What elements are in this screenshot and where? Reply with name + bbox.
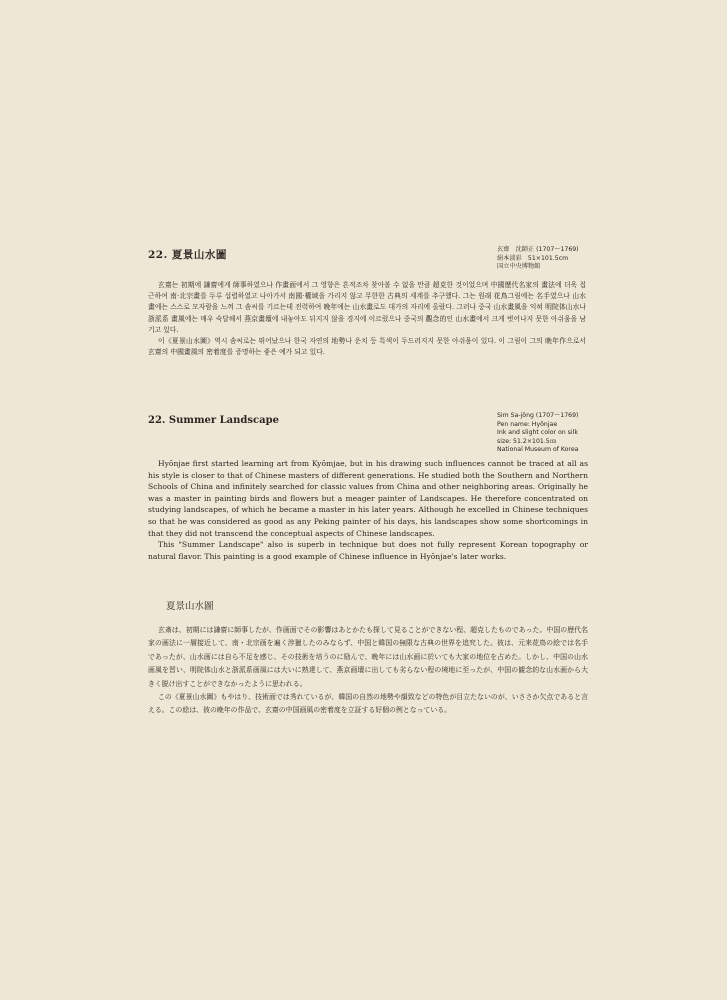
korean-meta-artist: 玄齋 沈師正 (1707～1769) bbox=[497, 246, 579, 253]
english-meta-pen-name: Pen name: Hyŏnjae bbox=[497, 420, 558, 428]
english-paragraph-1: Hyŏnjae first started learning art from Kyŏmjae, but in his drawing such influences cannot be traced at all as his style is closer to that of Chinese masters of different generations. He studied both the Southern and Northern Schools of China and infinitely searched for classic values from China and other neighboring areas. Originally he was a master in painting birds and flowers but a meager painter of Landscapes. He therefore concentrated on studying landscapes, of which he became a master in his later years. Although he excelled in Chinese techniques so that he was considered as good as any Peking painter of his days, his landscapes show some shortcomings in that they did not transcend the conceptual aspects of Chinese landscapes. bbox=[148, 459, 588, 538]
korean-artwork-info bbox=[497, 246, 579, 272]
korean-paragraph-2: 이《夏景山水圖》역시 솜씨로는 뛰어났으나 한국 자연의 地勢나 운치 등 특색이 두드러지지 못한 아쉬움이 있다. 이 그림이 그의 晩年作으로서 玄齋의 中國畫風의 密着度를 증명하는 좋은 예가 되고 있다. bbox=[148, 337, 586, 357]
english-title: 22. Summer Landscape bbox=[148, 415, 279, 426]
korean-title: 22. 夏景山水圖 bbox=[148, 249, 227, 261]
english-description bbox=[148, 458, 588, 562]
english-meta-artist: Sim Sa-jŏng (1707～1769) bbox=[497, 412, 579, 419]
japanese-description bbox=[148, 624, 588, 718]
english-meta-size: size: 51.2×101.5㎝ bbox=[497, 437, 556, 445]
english-meta-collection: National Museum of Korea bbox=[497, 446, 579, 454]
korean-description bbox=[148, 280, 586, 358]
english-paragraph-2: This "Summer Landscape" also is superb in technique but does not fully represent Korean topography or natural flavor. This painting is a good example of Chinese influence in Hyŏnjae's later works. bbox=[148, 540, 588, 561]
korean-paragraph-1: 玄齋는 初期에 謙齋에게 師事하였으나 作畫面에서 그 영향은 흔적조차 찾아볼 수 없을 만큼 超克한 것이었으며 中國歷代名家의 畫法에 더욱 접근하여 南·北宗畫를 두루 섭렵하였고 나아가서 南國·權域을 가리지 않고 무한한 古典의 세계를 추구했다. 그는 원래 花鳥그림에는 名手였으나 山水畫에는 스스로 모자람을 느껴 그 솜씨를 기르는데 전력하여 晩年에는 山水畫로도 대가의 자리에 올랐다. 그러나 중국 山水畫風을 익혀 明院体山水나 浙派系 畫風에는 매우 숙달해서 燕京畫壇에 내놓아도 뒤지지 않을 경지에 이르렀으나 중국의 觀念的인 山水畫에서 크게 벗어나지 못한 아쉬움을 남기고 있다. bbox=[148, 281, 586, 334]
japanese-title: 夏景山水圖 bbox=[166, 601, 214, 612]
english-meta-medium: Ink and slight color on silk bbox=[497, 429, 578, 437]
japanese-paragraph-2: この《夏景山水圖》もやはり、技術面では秀れているが、韓国の自然の地勢や韻致などの特色が目立たないのが、いささか欠点であると言える。この絵は、彼の晩年の作品で、玄齋の中国画風の密着度を立証する好個の例となっている。 bbox=[148, 693, 588, 715]
korean-meta-collection: 国立中央博物館 bbox=[497, 263, 541, 271]
english-artwork-info bbox=[497, 412, 578, 455]
korean-meta-medium: 絹本淡彩 51×101.5cm bbox=[497, 254, 569, 262]
japanese-paragraph-1: 玄斎は、初期には謙齋に師事したが、作画面でその影響はあとかたも探して見ることができない程、超克したものであった。中国の歴代名家の画法に一層接近して、南・北宗画を遍く渉獵したのみならず、中国と韓国の無限な古典の世界を追究した。彼は、元来花鳥の絵では名手であったが、山水画には自ら不足を感じ、その技術を培うのに励んで、晩年には山水画に於いても大家の地位を占めた。しかし、中国の山水画風を習い、明院体山水と浙派系画風には大いに熟達して、燕京画壇に出しても劣らない程の境地に至ったが、中国の観念的な山水画から大きく脱け出すことができなかったように思われる。 bbox=[148, 626, 588, 688]
